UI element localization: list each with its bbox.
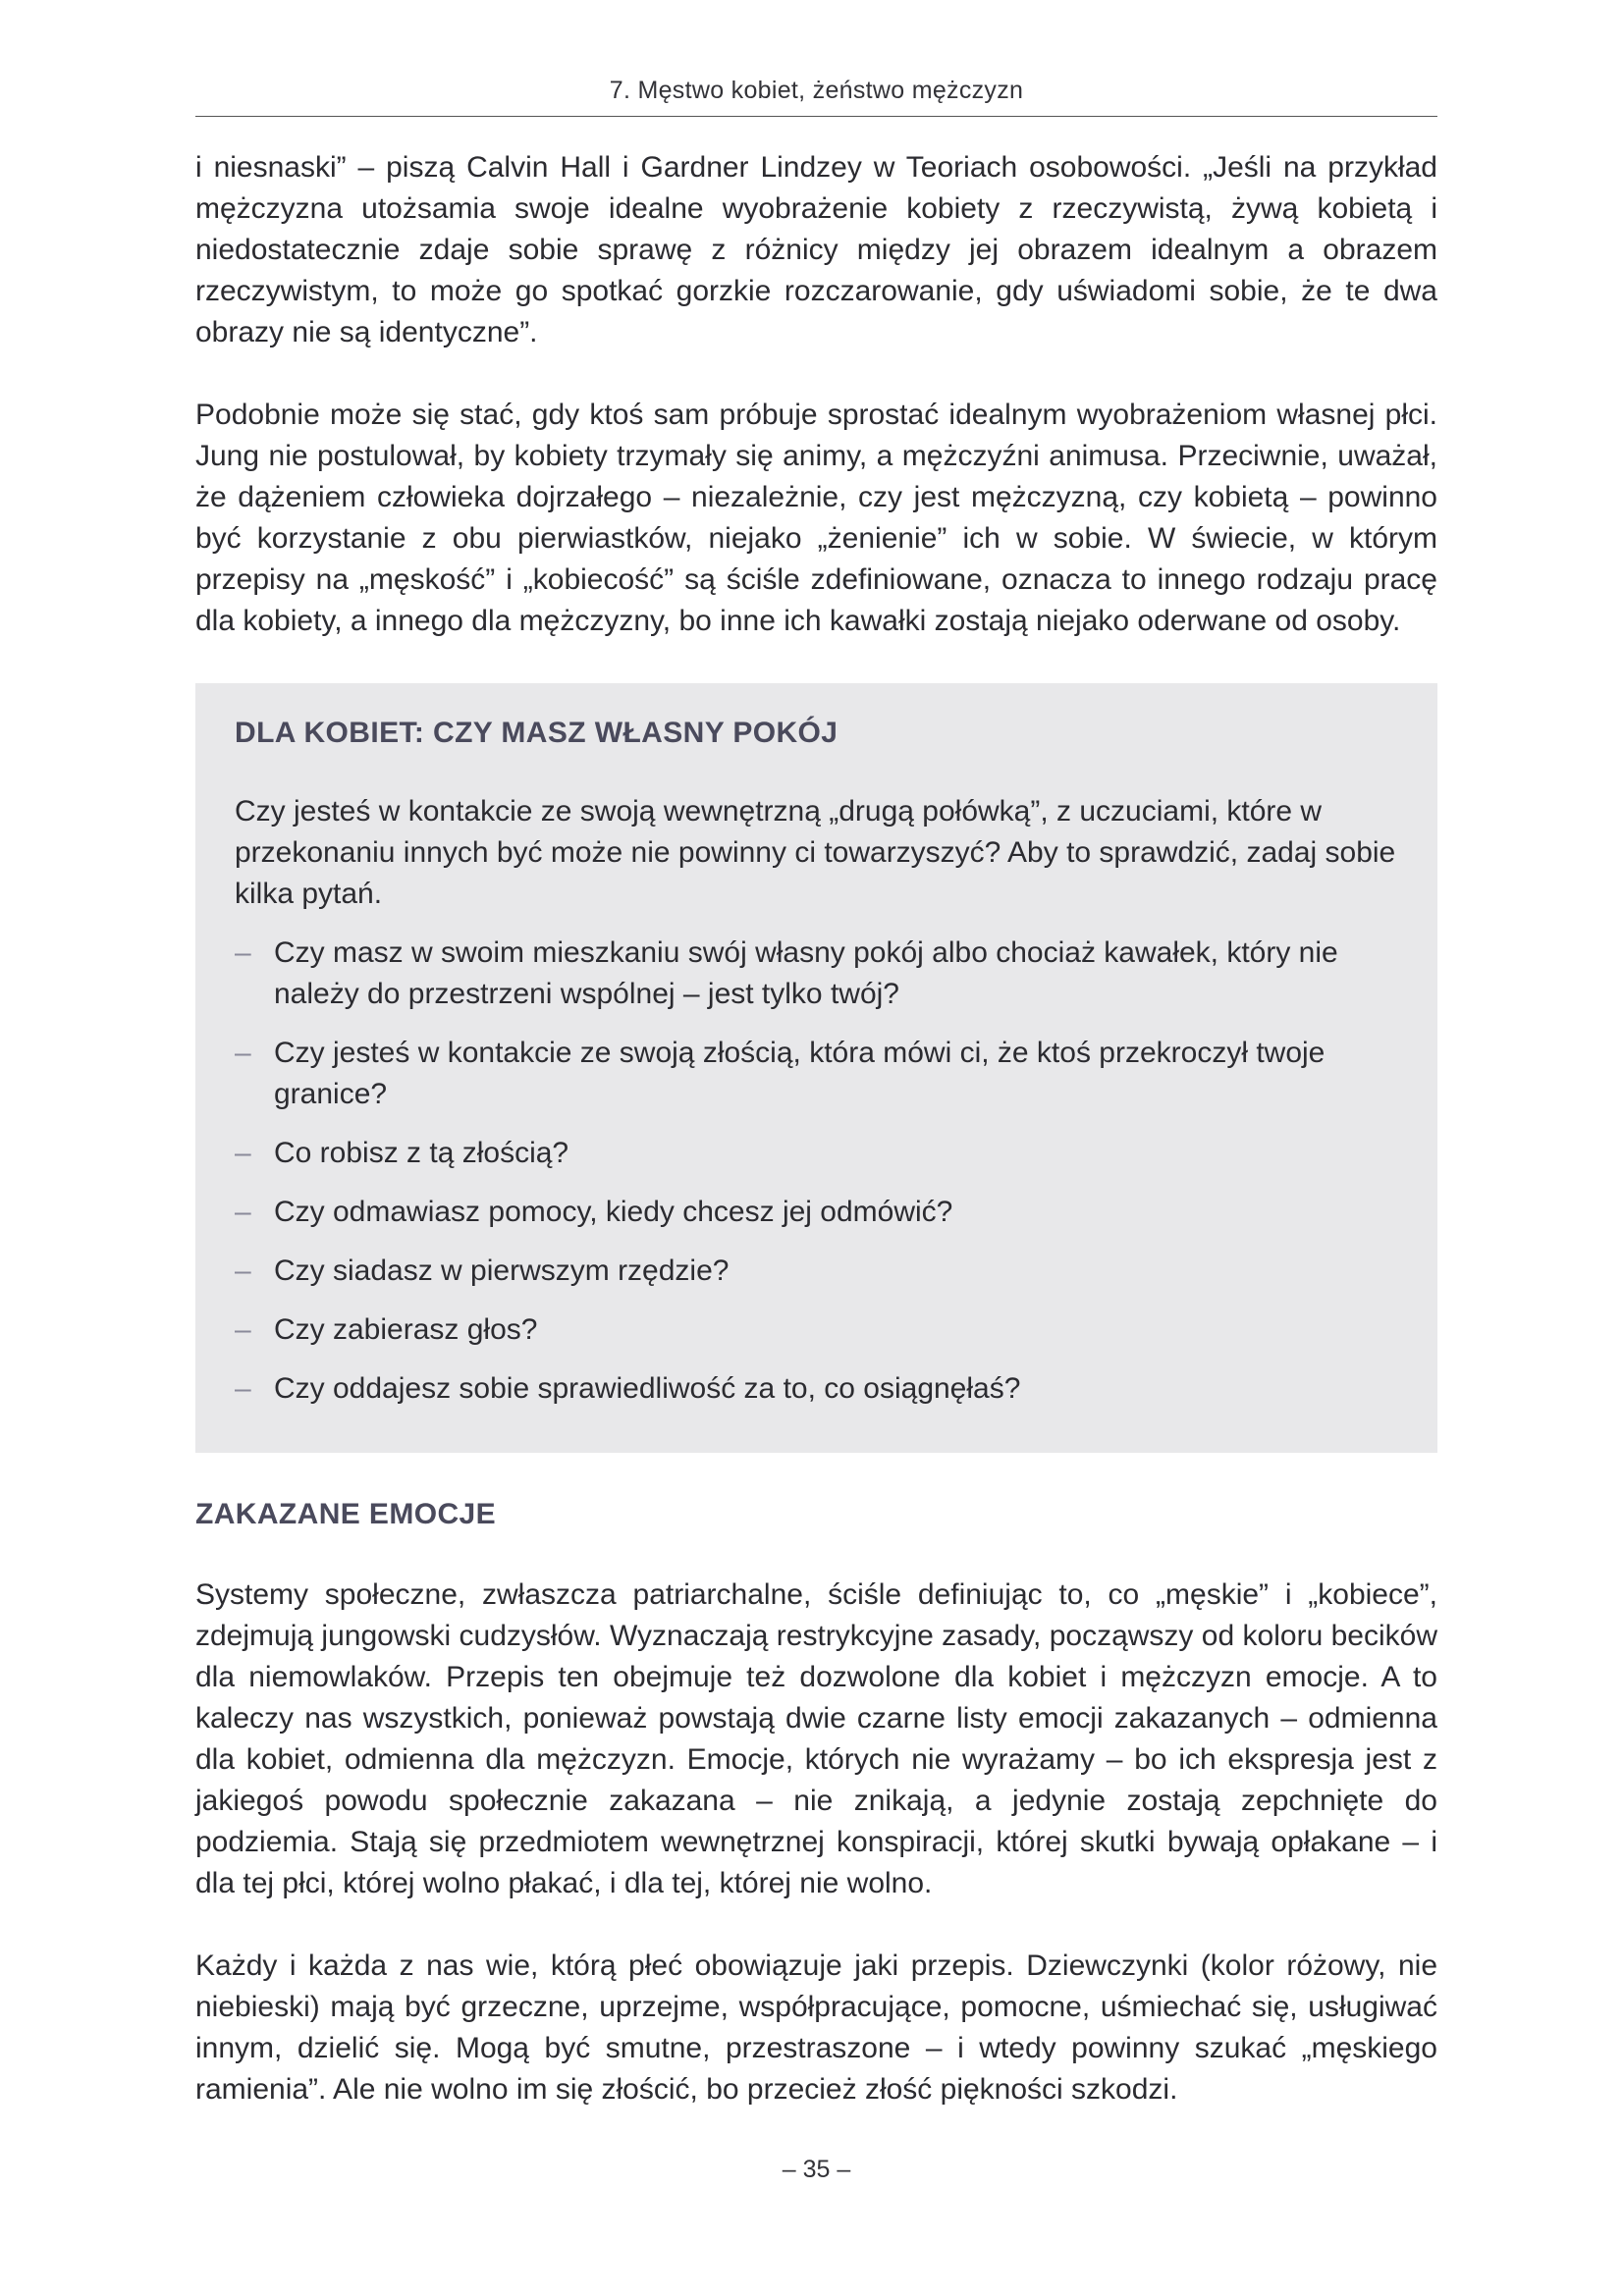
body-paragraph: Systemy społeczne, zwłaszcza patriarchalne, ściśle definiując to, co „męskie” i „kobiece”, zdejmują jungowski cudzysłów. Wyznaczają restrykcyjne zasady, począwszy od koloru becików dla niemowlaków. Przepis ten obejmuje też dozwolone dla kobiet i mężczyzn emocje. A to kaleczy nas wszystkich, ponieważ powstają dwie czarne listy emocji zakazanych – odmienna dla kobiet, odmienna dla mężczyzn. Emocje, których nie wyrażamy – bo ich ekspresja jest z jakiegoś powodu społecznie zakazana – nie znikają, a jedynie zostają zepchnięte do podziemia. Stają się przedmiotem wewnętrznej konspiracji, której skutki bywają opłakane – i dla tej płci, której wolno płakać, i dla tej, której nie wolno.	[195, 1578, 1437, 1899]
body-paragraph: Podobnie może się stać, gdy ktoś sam próbuje sprostać idealnym wyobrażeniom własnej płci. Jung nie postulował, by kobiety trzymały się animy, a mężczyźni animusa. Przeciwnie, uważał, że dążeniem człowieka dojrzałego – niezależnie, czy jest mężczyzną, czy kobietą – powinno być korzystanie z obu pierwiastków, niejako „żenienie” ich w sobie. W świecie, w którym przepisy na „męskość” i „kobiecość” są ściśle zdefiniowane, oznacza to innego rodzaju pracę dla kobiety, a innego dla mężczyzny, bo inne ich kawałki zostają niejako oderwane od osoby.	[195, 399, 1437, 637]
question-item	[235, 1309, 1398, 1351]
question-text: Czy zabierasz głos?	[274, 1313, 538, 1346]
question-item	[235, 1133, 1398, 1174]
dash-bullet: –	[235, 1255, 251, 1287]
dash-bullet: –	[235, 936, 251, 969]
body-paragraph: Każdy i każda z nas wie, którą płeć obowiązuje jaki przepis. Dziewczynki (kolor różowy, nie niebieski) mają być grzeczne, uprzejme, współpracujące, pomocne, uśmiechać się, usługiwać innym, dzielić się. Mogą być smutne, przestraszone – i wtedy powinny szukać „męskiego ramienia”. Ale nie wolno im się złościć, bo przecież złość piękności szkodzi.	[195, 1949, 1437, 2106]
question-item	[235, 933, 1398, 1015]
sidebar-box	[195, 683, 1437, 1453]
dash-bullet: –	[235, 1372, 251, 1405]
header-divider	[195, 116, 1437, 117]
question-list	[235, 933, 1398, 1410]
dash-bullet: –	[235, 1196, 251, 1228]
dash-bullet: –	[235, 1137, 251, 1169]
question-item	[235, 1368, 1398, 1410]
question-item	[235, 1251, 1398, 1292]
question-item	[235, 1192, 1398, 1233]
question-text: Czy masz w swoim mieszkaniu swój własny pokój albo chociaż kawałek, który nie należy do przestrzeni wspólnej – jest tylko twój?	[274, 936, 1338, 1010]
box-title: DLA KOBIET: CZY MASZ WŁASNY POKÓJ	[235, 717, 839, 749]
question-text: Czy siadasz w pierwszym rzędzie?	[274, 1255, 730, 1287]
question-text: Czy jesteś w kontakcie ze swoją złością, która mówi ci, że ktoś przekroczył twoje granice?	[274, 1037, 1325, 1110]
question-text: Czy odmawiasz pomocy, kiedy chcesz jej odmówić?	[274, 1196, 953, 1228]
running-header: 7. Męstwo kobiet, żeństwo mężczyzn	[609, 77, 1024, 104]
box-intro: Czy jesteś w kontakcie ze swoją wewnętrzną „drugą połówką”, z uczuciami, które w przekonaniu innych być może nie powinny ci towarzyszyć? Aby to sprawdzić, zadaj sobie kilka pytań.	[235, 795, 1396, 910]
page-content	[195, 147, 1437, 2152]
body-paragraph: i niesnaski” – piszą Calvin Hall i Gardner Lindzey w Teoriach osobowości. „Jeśli na przykład mężczyzna utożsamia swoje idealne wyobrażenie kobiety z rzeczywistą, żywą kobietą i niedostatecznie zdaje sobie sprawę z różnicy między jej obrazem idealnym a obrazem rzeczywistym, to może go spotkać gorzkie rozczarowanie, gdy uświadomi sobie, że te dwa obrazy nie są identyczne”.	[195, 151, 1437, 348]
question-text: Co robisz z tą złością?	[274, 1137, 569, 1169]
question-text: Czy oddajesz sobie sprawiedliwość za to, co osiągnęłaś?	[274, 1372, 1021, 1405]
dash-bullet: –	[235, 1313, 251, 1346]
question-item	[235, 1033, 1398, 1115]
section-heading: ZAKAZANE EMOCJE	[195, 1498, 497, 1530]
page-number: – 35 –	[782, 2156, 851, 2183]
dash-bullet: –	[235, 1037, 251, 1069]
